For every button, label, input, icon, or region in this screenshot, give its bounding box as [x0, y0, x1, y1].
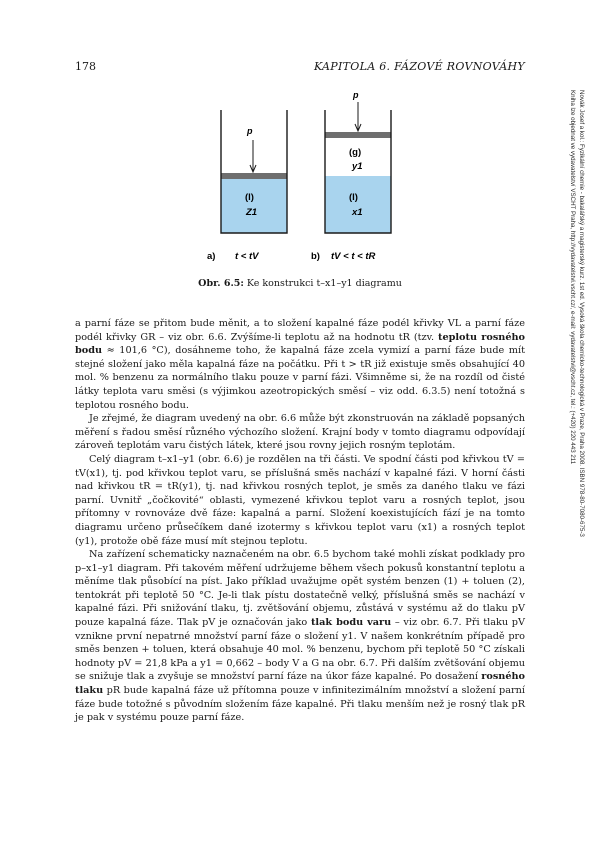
right-condition: tV < t < tR — [331, 251, 376, 262]
paragraph-4 — [75, 548, 525, 725]
right-gas-composition-label: y1 — [352, 161, 363, 172]
running-title: KAPITOLA 6. FÁZOVÉ ROVNOVÁHY — [313, 60, 525, 73]
paragraph-4-text-c: – viz obr. 6.7. Při tlaku pV vznikne první nepatrné množství parní fáze o složení y1. V našem konkrétním případě pro směs benzen + toluen, která obsahuje 40 mol. % benzenu, bychom při teplotě 50 °C získali hodnoty pV = 21,8 kPa a y1 = 0,662 – body V a G na obr. 6.7. Při dalším zvětšování objemu se snižuje tlak a zvyšuje se množství parní fáze na úkor fáze kapalné. Po dosažení — [75, 617, 525, 683]
paragraph-4-text-e: pR bude kapalná fáze už přítomna pouze v infinitezimálním množství a složení parní fáze bude totožné s původním složením fáze kapalné. Při tlaku menším než je rosný tlak pR je pak v systému pouze parní fáze. — [75, 685, 525, 724]
page-number: 178 — [75, 60, 96, 73]
right-liquid-composition-label: x1 — [352, 207, 363, 218]
paragraph-1 — [75, 317, 525, 412]
right-liquid-phase-label: (l) — [349, 192, 358, 203]
right-gas-phase-label: (g) — [349, 147, 362, 158]
right-liquid — [325, 176, 391, 233]
side-copyright-note — [568, 90, 585, 620]
paragraph-3: Celý diagram t–x1–y1 (obr. 6.6) je rozdělen na tři části. Ve spodní části pod křivkou tV = tV(x1), tj. pod křivkou teplot varu, se příslušná směs nachází v kapalné fázi. V horní části nad křivkou tR = tR(y1), tj. nad křivkou rosných teplot, je směs za daného tlaku ve fázi parní. Uvnitř „čočkovité“ oblasti, vymezené křivkou teplot varu a rosných teplot, jsou přítomny v rovnováze dvě fáze: kapalná a parní. Složení koexistujících fází je na tomto diagramu určeno průsečíkem dané izotermy s křivkou teplot varu (x1) a rosných teplot (y1), protože obě fáze musí mít stejnou teplotu. — [75, 453, 525, 547]
caption-text: Ke konstrukci t–x1–y1 diagramu — [246, 278, 402, 289]
cylinder-diagram — [75, 88, 525, 273]
figure-6-5 — [75, 88, 525, 273]
figure-caption — [75, 278, 525, 289]
caption-label: Obr. 6.5: — [198, 278, 244, 289]
left-liquid — [221, 173, 287, 233]
body-text — [75, 317, 525, 725]
paragraph-1-text-c: ≈ 101,6 °C), dosáhneme toho, že kapalná fáze zcela vymizí a parní fáze bude mít stejné složení jako měla kapalná fáze na počátku. Při t > tR již existuje směs obsahující 40 mol. % benzenu za normálního tlaku pouze v parní fázi. Všimněme si, že na rozdíl od čisté látky teplota varu směsi (s výjimkou azeotropických směsí – viz odd. 6.3.5) není totožná s teplotou rosného bodu. — [75, 345, 525, 411]
paragraph-2: Je zřejmé, že diagram uvedený na obr. 6.6 může být zkonstruován na základě popsaných měření s řadou směsí různého výchozího složení. Krajní body v tomto diagramu odpovídají zároveň teplotám varu čistých látek, které jsou rovny jejich rosným teplotám. — [75, 413, 525, 452]
left-pressure-label: p — [247, 126, 253, 136]
term-bubble-point-pressure: tlak bodu varu — [310, 617, 392, 629]
left-piston — [221, 173, 287, 179]
left-phase-label: (l) — [245, 192, 254, 203]
right-pressure-label: p — [353, 90, 359, 100]
right-piston — [325, 132, 391, 138]
side-note-line-1: Novák Josef a kol.: Fyzikální chemie - bakalářský a magisterský kurz. 1st ed. Vysoká škola chemicko-technologická v Praze, Praha 2008. ISBN 978-80-7080-675-3 — [578, 90, 585, 537]
left-composition-label: Z1 — [246, 207, 258, 218]
term-dew-point-temperature: teplotu rosného bodu — [75, 331, 525, 357]
paragraph-1-text-a: a parní fáze se přitom bude měnit, a to složení kapalné fáze podél křivky VL a parní fáze podél křivky GR – viz obr. 6.6. Zvýšíme-li teplotu až na hodnotu tR (tzv. — [75, 318, 525, 343]
right-condition-prefix: b) — [311, 251, 320, 262]
term-dew-pressure: rosného tlaku — [75, 671, 525, 697]
page-header — [75, 60, 525, 76]
left-condition-prefix: a) — [207, 251, 216, 262]
side-note-line-2: Kniha lze objednat ve vydavatelství VŠCHT Praha, http://vydavatelstvi.vscht.cz/, e-mail: vydavatelstvi@vscht.cz, tel.: (+420) 220 443 211 — [569, 90, 577, 465]
paragraph-4-text-a: Na zařízení schematicky naznačeném na obr. 6.5 bychom také mohli získat podklady pro p–x1–y1 diagram. Při takovém měření udržujeme během všech pokusů konstantní teplotu a měníme tlak působící na píst. Jako příklad uvažujme opět systém benzen (1) + toluen (2), tentokrát při teplotě 50 °C. Je-li tlak pístu dostatečně velký, příslušná směs se nachází v kapalné fázi. Při snižování tlaku, tj. zvětšování objemu, zůstává v systému až do tlaku pV pouze kapalná fáze. Tlak pV je označován jako — [75, 549, 525, 629]
left-condition: t < tV — [235, 251, 259, 262]
